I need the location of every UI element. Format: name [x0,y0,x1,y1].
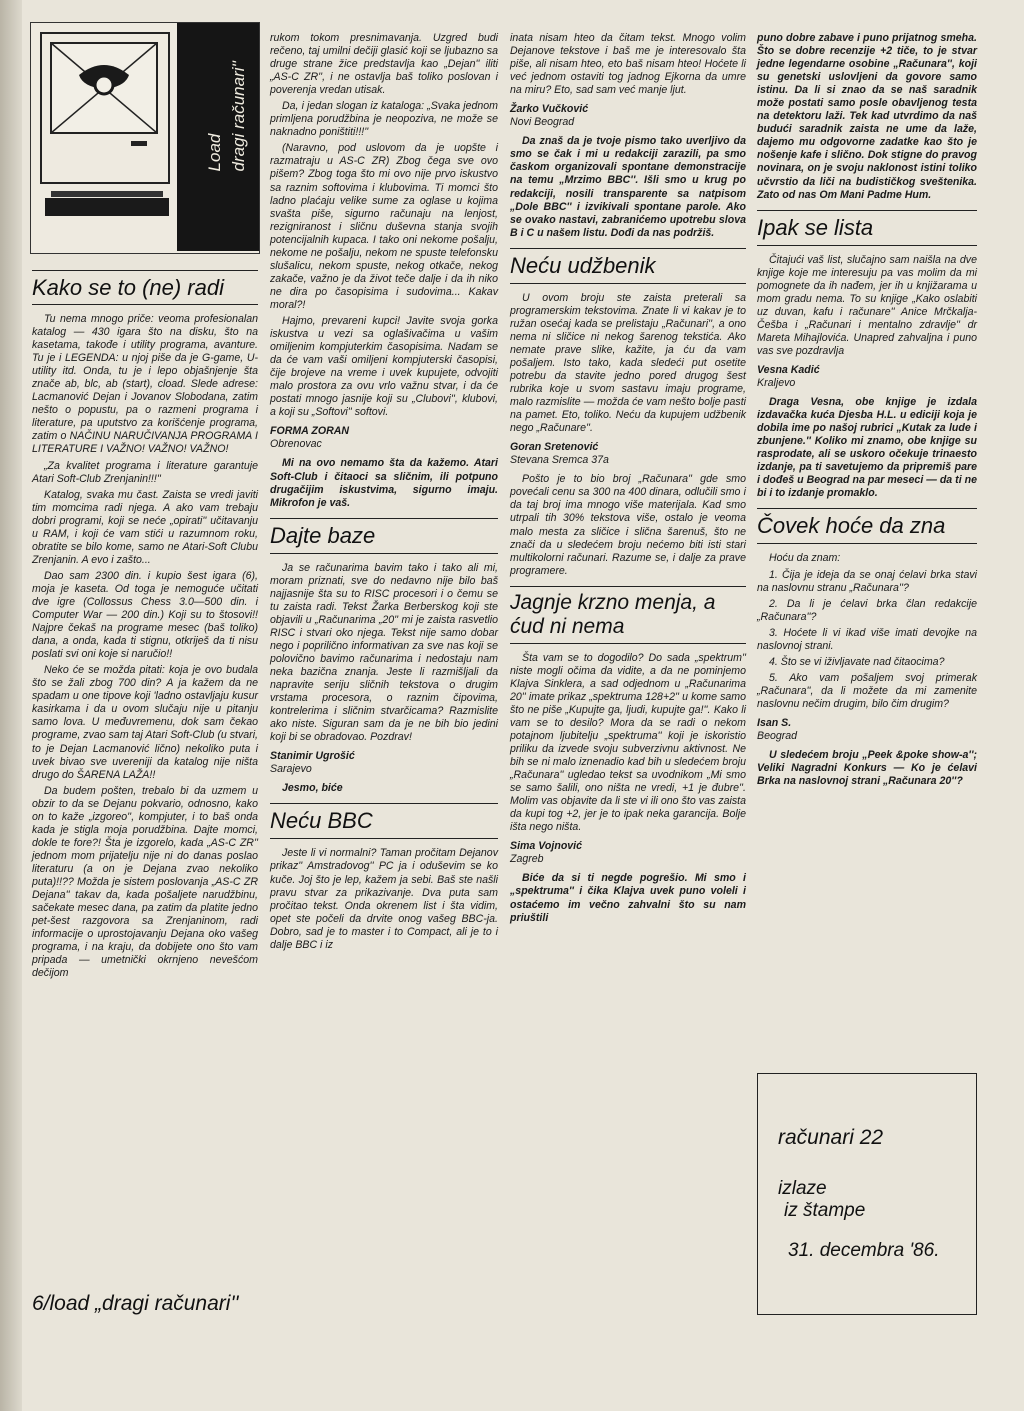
editor-reply: Draga Vesna, obe knjige je izdala izdavačka kuća Djesba H.L. u ediciji koja je dobila ime po našoj rubrici „Kutak za lude i zbunjene.'' Koliko mi znamo, obe knjige su rasprodate, ali se uskoro očekuje trinaesto izdanje, pa ti savetujemo da pripremiš pare i dođeš u Beograd na par meseci — da ti ne bi i to izdanje promaklo. [757,396,977,500]
paragraph: Hajmo, prevareni kupci! Javite svoja gorka iskustva u vezi sa oglašivačima u vašim omiljenim kompjuterkim časopisima. Nadam se da će vam vaši omiljeni kompjuterski časopisi, čije brojeve na vreme i uvek kupujete, odvojiti malo prostora za ovu vrlo važnu stvar, i da će postati mnogo jasnije koji su „Clubovi'', klubovi, a koji su „Softovi'' softovi. [270,314,498,419]
editor-reply: Biće da si ti negde pogrešio. Mi smo i „spektruma'' i čika Klajva uvek puno voleli i ostaćemo im večno zahvalni što su nam priuštili [510,872,746,924]
column-3 [510,32,746,928]
paragraph: 3. Hoćete li vi ikad više imati devojke na naslovnoj strani. [757,626,977,652]
paragraph: 5. Ako vam pošaljem svoj primerak „Računara'', da li možete da mi zamenite naslovnu nečim drugim, bilo čim drugim? [757,671,977,710]
article-heading: Dajte baze [270,518,498,554]
paragraph: Hoću da znam: [769,552,841,565]
editor-reply: puno dobre zabave i puno prijatnog smeha. Što se dobre recenzije +2 tiče, to je stvar jedne legendarne osobine „Računara'', koji su genetski uslovljeni da govore samo istinu. Da li si znao da se naš saradnik može postati samo posle obavljenog testa na detektoru laži. Tek kad utvrdimo da naš budući saradnik zaista ne ume da laže, dajemo mu odgovorne zadatke kao što je nošenje kafe i slično. Dok stigne do pravog novinara, on je svoju naklonost istini toliko učvrstio da liči na budističkog sveštenika. Zato od nas Om Mani Padme Hum. [757,32,977,201]
author-name: Vesna Kadić [757,363,820,376]
paragraph: (Naravno, pod uslovom da je uopšte i razmatraju u AS-C ZR) Zbog čega sve ovo pišem? Zbog toga što mi ovo nije prvo iskustvo sa raznim softovima i klubovima. Ti momci što ladno plaćaju velike sume za oglase u kojima svašta piše, sigurno računaju na lenjost, rezigniranost i sličnu duševna stanja svojih potencijalnih kupaca. I tako oni nekome pošalju, nekome ne pošalju, nekom ne spuste telefonsku slušalicu, nekom spuste, nekog otkače, nekog zakače, važno je da život teče dalje i da ih niko ne dira po časopisima i sudovima... Kakav moral?! [270,142,498,311]
article-heading: Jagnje krzno menja, a ćud ni nema [510,586,746,644]
author-name: Žarko Vučković [510,103,589,116]
editor-reply: Mi na ovo nemamo šta da kažemo. Atari Soft-Club i čitaoci sa sličnim, ili potpuno drugačijim iskustvima, sigurno imaju. Mikrofon je vaš. [270,457,498,509]
author-name: Stanimir Ugrošić [270,750,355,763]
author-name: Sima Vojnović [510,840,583,853]
paragraph: rukom tokom presnimavanja. Uzgred budi rečeno, taj umilni dečiji glasić koji se ljubazno sa druge strane žice predstavlja kao „Dejan'' iliti „AS-C ZR'', i ne ostavlja baš toliko poslovan i poverenja vredan utisak. [270,32,498,97]
paragraph: Dao sam 2300 din. i kupio šest igara (6), moja je kaseta. Od toga je nemoguće učitati dve igre (Collossus Chess 3.0—500 din. i Computer War — 200 din.) Koji su to štosovi!! Najpre čekaš na programe mesec (baš toliko) dana, a onda, kada ti stignu, otkriješ da ti nisu poslati svi oni koje si naručio!! [32,569,258,661]
editor-reply: Jesmo, bićе [282,782,343,795]
column-2 [270,32,498,955]
paragraph: „Za kvalitet programa i literature garantuje Atari Soft-Club Zrenjanin!!!'' [32,459,258,485]
author-city: Kraljevo [757,377,796,390]
notice-line: iz štampe [784,1200,866,1221]
author-city: Novi Beograd [510,116,575,129]
paragraph: Čitajući vaš list, slučajno sam naišla na dve knjige koje me interesuju pa vas molim da mi pomognete da ih nađem, jer ih u knjižarama u mom gradu nema. To su knjige „Kako oslabiti uz duvan, kafu i računare'' Anice Mrčkalja-Češba i „Računari i mentalno zdravlje'' dr Mareta Mihajlovića. Unapred zahvaljna i puno vas sve pozdravlja [757,253,977,357]
author-city: Zagreb [510,853,544,866]
author-city: Obrenovac [270,438,322,451]
column-4 [757,32,977,791]
article-body [32,313,258,980]
logo-title: Load dragi računari'' [205,61,248,172]
author-name: FORMA ZORAN [270,425,350,438]
paragraph: Katalog, svaka mu čast. Zaista se vredi javiti tim momcima radi njega. A ako vam trebaju dobri programi, koji se neće „opirati'' učitavanju u RAM, i koji će vam stići u razumnom roku, obratite se bilo kome, samo ne Atari-Soft Clubu Zrenjanin. A evo i zašto... [32,488,258,566]
author-city: Beograd [757,730,798,743]
paragraph: Da budem pošten, trebalo bi da uzmem u obzir to da se Dejanu pokvario, odnosno, kako on to kaže „izgoreo'', kompjuter, i to baš onda kada je stigla moja porudžbina. Dajte momci, dokle te fore?! Šta je izgorelo, kada „AS-C ZR'' jednom mom prijatelju nije ni do danas poslao literaturu (a on je Dejana zvao nekoliko puta)!!?? Možda je sistem poslovanja „AS-C ZR Dejana'' takav da, kada pošaljete narudžbinu, sačekate mesec dana, pa zatim da platite jedno pet-šest razgovora sa Zrenjaninom, radi informacije o uprostojavanju Dejana oko vašeg programa, i na kraju, da dobijete ono što vam pripada — umetnički okrnjeno nevešćom dečijom [32,784,258,980]
paragraph: Ja se računarima bavim tako i tako ali mi, moram priznati, sve do nedavno nije bilo baš najjasnije šta su to RISC procesori i o čemu se tu zaista radi. Tekst Žarka Berberskog koji ste objavili u „Računarima „20'' mi je zaista rasvetlio RISC i stvari oko njega. Tekst nije samo dobar nego i popriličnо informativan za sve nas koji se polovično bavimo računarima i nedostaju nam neka bazična znanja. Jeste li razmišljali da napravite seriju sličnih tekstova o drugim vrstama procesora, o raznim čipovima, kontrelerima i sličnim stvarčicama? Razmislite ako niste. Siguran sam da je ne bih bio jedini koji bi se obradovao. Pozdrav! [270,561,498,744]
notice-date: 31. decembra '86. [788,1240,940,1261]
column-1 [32,262,258,983]
notice-line: izlaze [778,1178,827,1199]
paragraph: Da, i jedan slogan iz kataloga: „Svaka jednom primljena porudžbina je neopoziva, ne može se naknadno poništiti!!!'' [270,100,498,139]
section-logo [30,22,260,254]
author-city: Sarajevo [270,763,312,776]
logo-band [177,23,259,251]
paragraph: 1. Čija je ideja da se onaj ćelavi brka stavi na naslovnu stranu „Računara''? [757,568,977,594]
author-name: Goran Sretenović [510,441,599,454]
author-city: Stevana Sremca 37a [510,454,609,467]
paragraph: inata nisam hteo da čitam tekst. Mnogo volim Dejanove tekstove i baš me je interesovalo šta piše, ali nisam hteo, eto baš nisam hteo! Hoćete li već jednom ostaviti tog jadnog Ejkorna da umre na miru? Eto, sad sam već manje ljut. [510,32,746,97]
article-heading: Kako se to (ne) radi [32,270,258,305]
paragraph: Jeste li vi normalni? Taman pročitam Dejanov prikaz'' Amstradovog'' PC ja i oduševim se ko kuče. Joj što je lep, kažem ja sebi. Baš ste našli pravu stvar za prikazivanje. Dva puta sam pročitao tekst. Onda okrenem list i šta vidim, opet ste počeli da drvite onog vašeg BBC-ja. Dobro, sad je to master i to Compact, ali je to i dalje BBC i iz [270,847,498,951]
paragraph: Neko će se možda pitati: koja je ovo budala što se žali zbog 700 din? A ja kažem da ne spadam u one tipove koji 'ladno ostavljaju kusur kasirkama i da u ovom slučaju nije u pitanju samo lova. U međuvremenu, dok sam čekao programe, zvao sam taj Atari Soft-Club (u stvari, to je Dejan Lacmanović lično) nekoliko puta i uvek bivao sve uvereniji da katalog nije ništa drugo do ŠARENA LAŽA!! [32,664,258,781]
binding-edge [0,0,22,1411]
next-issue-notice [757,1073,977,1315]
paragraph: Tu nema mnogo priče: veoma profesionalan katalog — 430 igara što na disku, što na kasetama, takođe i utility programa, avanture. Tu je i LEGENDA: u njoj piše da je G-game, U-utility itd. Onda, tu je i lepo objašnjenje šta znače ab, blc, ab (start), cload. Slede adrese: Lacmanović Dejan i Jovanov Slobodana, zatim nešto o popustu, pa o razmeni programa i literature, pa uputstvo za korišćenje programa, zatim o NAČINU NARUČIVANJA PROGRAMA I LITERATURE I VAŽNO! VAŽNO! VAŽNO! [32,313,258,456]
notice-title: računari 22 [778,1126,884,1149]
editor-reply: U sledećem broju „Peek &poke show-a''; Veliki Nagradni Konkurs — Ko je ćelavi Brka na naslovnoj strani „Računara 20''? [757,749,977,788]
page-folio: 6/load „dragi računari'' [32,1292,239,1315]
paragraph: 4. Što se vi iživljavate nad čitaocima? [769,655,945,668]
article-heading: Ipak se lista [757,210,977,246]
article-heading: Čovek hoće da zna [757,508,977,544]
computer-mailbox-icon [31,23,177,251]
paragraph: U ovom broju ste zaista preterali sa programerskim tekstovima. Znate li vi kakav je to ružan osećaj kada se prelistaju „Računari'', a ono nema ni sličice ni nekog šarenog tekstića. Ako nemate prave slike, kažite, ja ću da vam pošaljem. Isto tako, kada sledeći put osetite potrebu da stavite jedno pored drugog šest rubrika koje u svom sastavu imaju programe, malo razmislite — možda će vam nešto bolje pasti na pamet. Eto, toliko. Neću da kupujem udžbenik nego „Računare''. [510,291,746,435]
paragraph: Pošto je to bio broj „Računara'' gde smo povećali cenu sa 300 na 400 dinara, odlučili smo i da taj broj ima mnogo više materijala. Kad smo utrpali tih 30% tekstova više, ostalo je veoma malo mesta za sličice i slična šarenиš, što ne znači da u sledećem broju nećemo biti isti stari multikolorni računari. Razume se, i dalje za prave programere. [510,473,746,577]
paragraph: Šta vam se to dogodilo? Do sada „spektrum'' niste mogli očima da vidite, a da ne pominjemo Klajva Sinklera, a sad odjednom u „Računarima 20'' imate prikaz „spektruma 128+2'' u kome samo što ne piše „Kupujte ga, ljudi, kupujte ga!''. Kako li vam se to desilo? Mora da se radi o nekom potajnom ljubitelju „spektruma'' koji je iskoristio priliku da izvede svoju subverzivnu aktivnost. Ne bih se ni malo iznenadio kad bih u sledećem broju „Računara'' ugledao tekst sa uvodnikom „Mi smo se samo šalili, ono ništa ne vredi, +1 je đubre''. Molim vas objavite da li ste vi ili ono što vas zaista da kupi tog +2, jer je to ipak neka garancija. Bolje išta nego ništa. [510,651,746,834]
paragraph: 2. Da li je ćelavi brka član redakcije „Računara''? [757,597,977,623]
editor-reply: Da znaš da je tvoje pismo tako uverljivo da smo se čak i mi u redakciji zarazili, pa smo časkom organizovali spontane demonstracije na temu „Mrzimo BBC''. Išli smo u krug po redakciji, nosili transparente sa natpisom „Dole BBC'' i izvikivali spontane parole. Ako se ovako nastavi, zabranićemo upotrebu slova B i C u našem listu. Dođi da nas podržiš. [510,135,746,239]
article-heading: Neću BBC [270,803,498,839]
article-heading: Neću udžbenik [510,248,746,284]
author-name: Isan S. [757,716,792,729]
